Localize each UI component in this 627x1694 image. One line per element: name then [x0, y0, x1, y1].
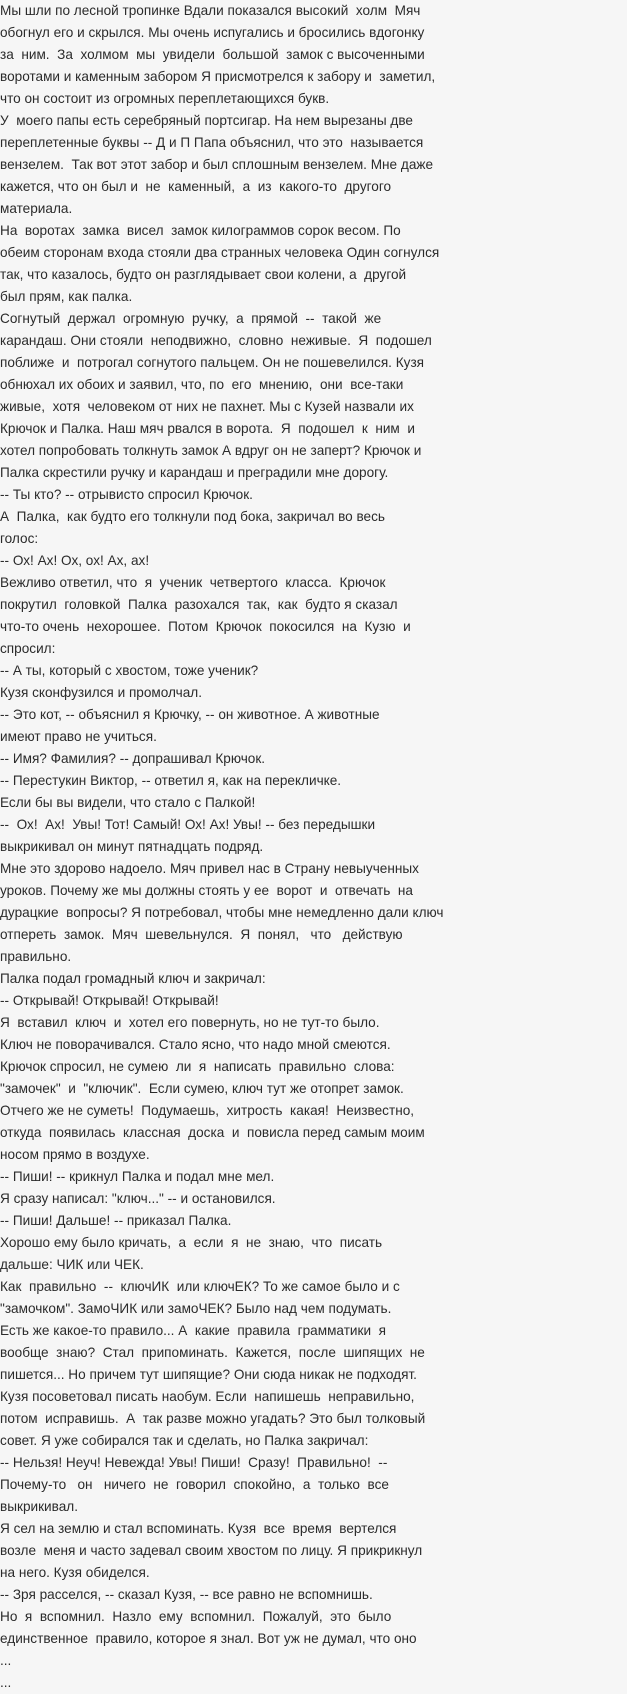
- text-line: -- Нельзя! Неуч! Невежда! Увы! Пиши! Сразу! Правильно! --: [0, 1455, 388, 1470]
- text-line: -- Это кот, -- объяснил я Крючку, -- он животное. А животные: [0, 707, 380, 722]
- text-line: А Палка, как будто его толкнули под бока, закричал во весь: [0, 509, 385, 524]
- text-line: дальше: ЧИК или ЧЕК.: [0, 1257, 144, 1272]
- text-line: выкрикивал.: [0, 1499, 78, 1514]
- text-line: носом прямо в воздухе.: [0, 1147, 150, 1162]
- text-line: на него. Кузя обиделся.: [0, 1565, 150, 1580]
- text-line: вензелем. Так вот этот забор и был сплошным вензелем. Мне даже: [0, 157, 434, 172]
- text-line: уроков. Почему же мы должны стоять у ее ворот и отвечать на: [0, 883, 413, 898]
- text-line: правильно.: [0, 949, 72, 964]
- text-line: Почему-то он ничего не говорил спокойно, а только все: [0, 1477, 389, 1492]
- text-line: так, что казалось, будто он разглядывает свои колени, а другой: [0, 267, 407, 282]
- text-line: Кузя посоветовал писать наобум. Если напишешь неправильно,: [0, 1389, 415, 1404]
- text-line: воротами и каменным забором Я присмотрелся к забору и заметил,: [0, 69, 436, 84]
- text-line: откуда появилась классная доска и повисла перед самым моим: [0, 1125, 425, 1140]
- text-line: переплетенные буквы -- Д и П Папа объяснил, что это называется: [0, 135, 424, 150]
- text-line: -- Имя? Фамилия? -- допрашивал Крючок.: [0, 751, 266, 766]
- text-line: имеют право не учиться.: [0, 729, 157, 744]
- text-line: Я сел на землю и стал вспоминать. Кузя все время вертелся: [0, 1521, 397, 1536]
- text-line: ...: [0, 1653, 12, 1668]
- text-line: единственное правило, которое я знал. Вот уж не думал, что оно: [0, 1631, 417, 1646]
- text-line: дурацкие вопросы? Я потребовал, чтобы мне немедленно дали ключ: [0, 905, 444, 920]
- text-line: Хорошо ему было кричать, а если я не знаю, что писать: [0, 1235, 383, 1250]
- text-line: Ключ не поворачивался. Стало ясно, что надо мной смеются.: [0, 1037, 391, 1052]
- text-line: Я вставил ключ и хотел его повернуть, но не тут-то было.: [0, 1015, 380, 1030]
- text-line: пишется... Но причем тут шипящие? Они сюда никак не подходят.: [0, 1367, 417, 1382]
- text-line: хотел попробовать толкнуть замок А вдруг он не заперт? Крючок и: [0, 443, 422, 458]
- text-line: -- Пиши! Дальше! -- приказал Палка.: [0, 1213, 232, 1228]
- text-line: "замочком". ЗамоЧИК или замоЧЕК? Было над чем подумать.: [0, 1301, 392, 1316]
- text-line: обогнул его и скрылся. Мы очень испугались и бросились вдогонку: [0, 25, 425, 40]
- text-line: Палка подал громадный ключ и закричал:: [0, 971, 266, 986]
- text-line: карандаш. Они стояли неподвижно, словно неживые. Я подошел: [0, 333, 432, 348]
- text-line: возле меня и часто задевал своим хвостом по лицу. Я прикрикнул: [0, 1543, 423, 1558]
- text-line: Мне это здорово надоело. Мяч привел нас в Страну невыученных: [0, 861, 419, 876]
- text-line: -- Ох! Ах! Ох, ох! Ах, ах!: [0, 553, 150, 568]
- text-line: Вежливо ответил, что я ученик четвертого класса. Крючок: [0, 575, 386, 590]
- text-line: На воротах замка висел замок килограммов сорок весом. По: [0, 223, 401, 238]
- text-line: -- Пиши! -- крикнул Палка и подал мне мел.: [0, 1169, 275, 1184]
- text-line: Но я вспомнил. Назло ему вспомнил. Пожалуй, это было: [0, 1609, 392, 1624]
- text-line: Отчего же не суметь! Подумаешь, хитрость какая! Неизвестно,: [0, 1103, 415, 1118]
- text-line: кажется, что он был и не каменный, а из какого-то другого: [0, 179, 392, 194]
- text-line: У моего папы есть серебряный портсигар. На нем вырезаны две: [0, 113, 413, 128]
- text-line: поближе и потрогал согнутого пальцем. Он не пошевелился. Кузя: [0, 355, 425, 370]
- text-line: Согнутый держал огромную ручку, а прямой -- такой же: [0, 311, 382, 326]
- text-line: Мы шли по лесной тропинке Вдали показался высокий холм Мяч: [0, 3, 421, 18]
- text-line: -- Ты кто? -- отрывисто спросил Крючок.: [0, 487, 253, 502]
- text-line: что-то очень нехорошее. Потом Крючок покосился на Кузю и: [0, 619, 411, 634]
- text-line: вообще знаю? Стал припоминать. Кажется, после шипящих не: [0, 1345, 425, 1360]
- text-line: живые, хотя человеком от них не пахнет. Мы с Кузей назвали их: [0, 399, 414, 414]
- text-line: потом исправишь. А так разве можно угадать? Это был толковый: [0, 1411, 426, 1426]
- text-line: отпереть замок. Мяч шевельнулся. Я понял, что действую: [0, 927, 403, 942]
- text-line: -- Ох! Ах! Увы! Тот! Самый! Ох! Ах! Увы! -- без передышки: [0, 817, 376, 832]
- text-line: -- Перестукин Виктор, -- ответил я, как на перекличке.: [0, 773, 342, 788]
- text-line: "замочек" и "ключик". Если сумею, ключ тут же отопрет замок.: [0, 1081, 404, 1096]
- text-line: ...: [0, 1675, 12, 1690]
- text-line: обнюхал их обоих и заявил, что, по его мнению, они все-таки: [0, 377, 404, 392]
- text-line: Палка скрестили ручку и карандаш и преградили мне дорогу.: [0, 465, 389, 480]
- text-line: что он состоит из огромных переплетающихся букв.: [0, 91, 330, 106]
- text-line: за ним. За холмом мы увидели большой замок с высоченными: [0, 47, 425, 62]
- text-line: Если бы вы видели, что стало с Палкой!: [0, 795, 256, 810]
- text-line: Я сразу написал: "ключ..." -- и остановился.: [0, 1191, 276, 1206]
- text-line: выкрикивал он минут пятнадцать подряд.: [0, 839, 264, 854]
- text-line: Есть же какое-то правило... А какие правила грамматики я: [0, 1323, 386, 1338]
- text-line: Кузя сконфузился и промолчал.: [0, 685, 203, 700]
- text-line: спросил:: [0, 641, 56, 656]
- text-line: -- Зря расселся, -- сказал Кузя, -- все равно не вспомнишь.: [0, 1587, 373, 1602]
- text-line: Крючок и Палка. Наш мяч рвался в ворота. Я подошел к ним и: [0, 421, 415, 436]
- text-line: Крючок спросил, не сумею ли я написать правильно слова:: [0, 1059, 395, 1074]
- text-line: совет. Я уже собирался так и сделать, но Палка закричал:: [0, 1433, 369, 1448]
- text-line: был прям, как палка.: [0, 289, 133, 304]
- text-line: голос:: [0, 531, 39, 546]
- text-line: покрутил головкой Палка разохался так, как будто я сказал: [0, 597, 398, 612]
- text-line: -- Открывай! Открывай! Открывай!: [0, 993, 219, 1008]
- text-line: обеим сторонам входа стояли два странных человека Один согнулся: [0, 245, 440, 260]
- text-line: Как правильно -- ключИК или ключЕК? То же самое было и с: [0, 1279, 400, 1294]
- text-line: -- А ты, который с хвостом, тоже ученик?: [0, 663, 259, 678]
- text-line: материала.: [0, 201, 73, 216]
